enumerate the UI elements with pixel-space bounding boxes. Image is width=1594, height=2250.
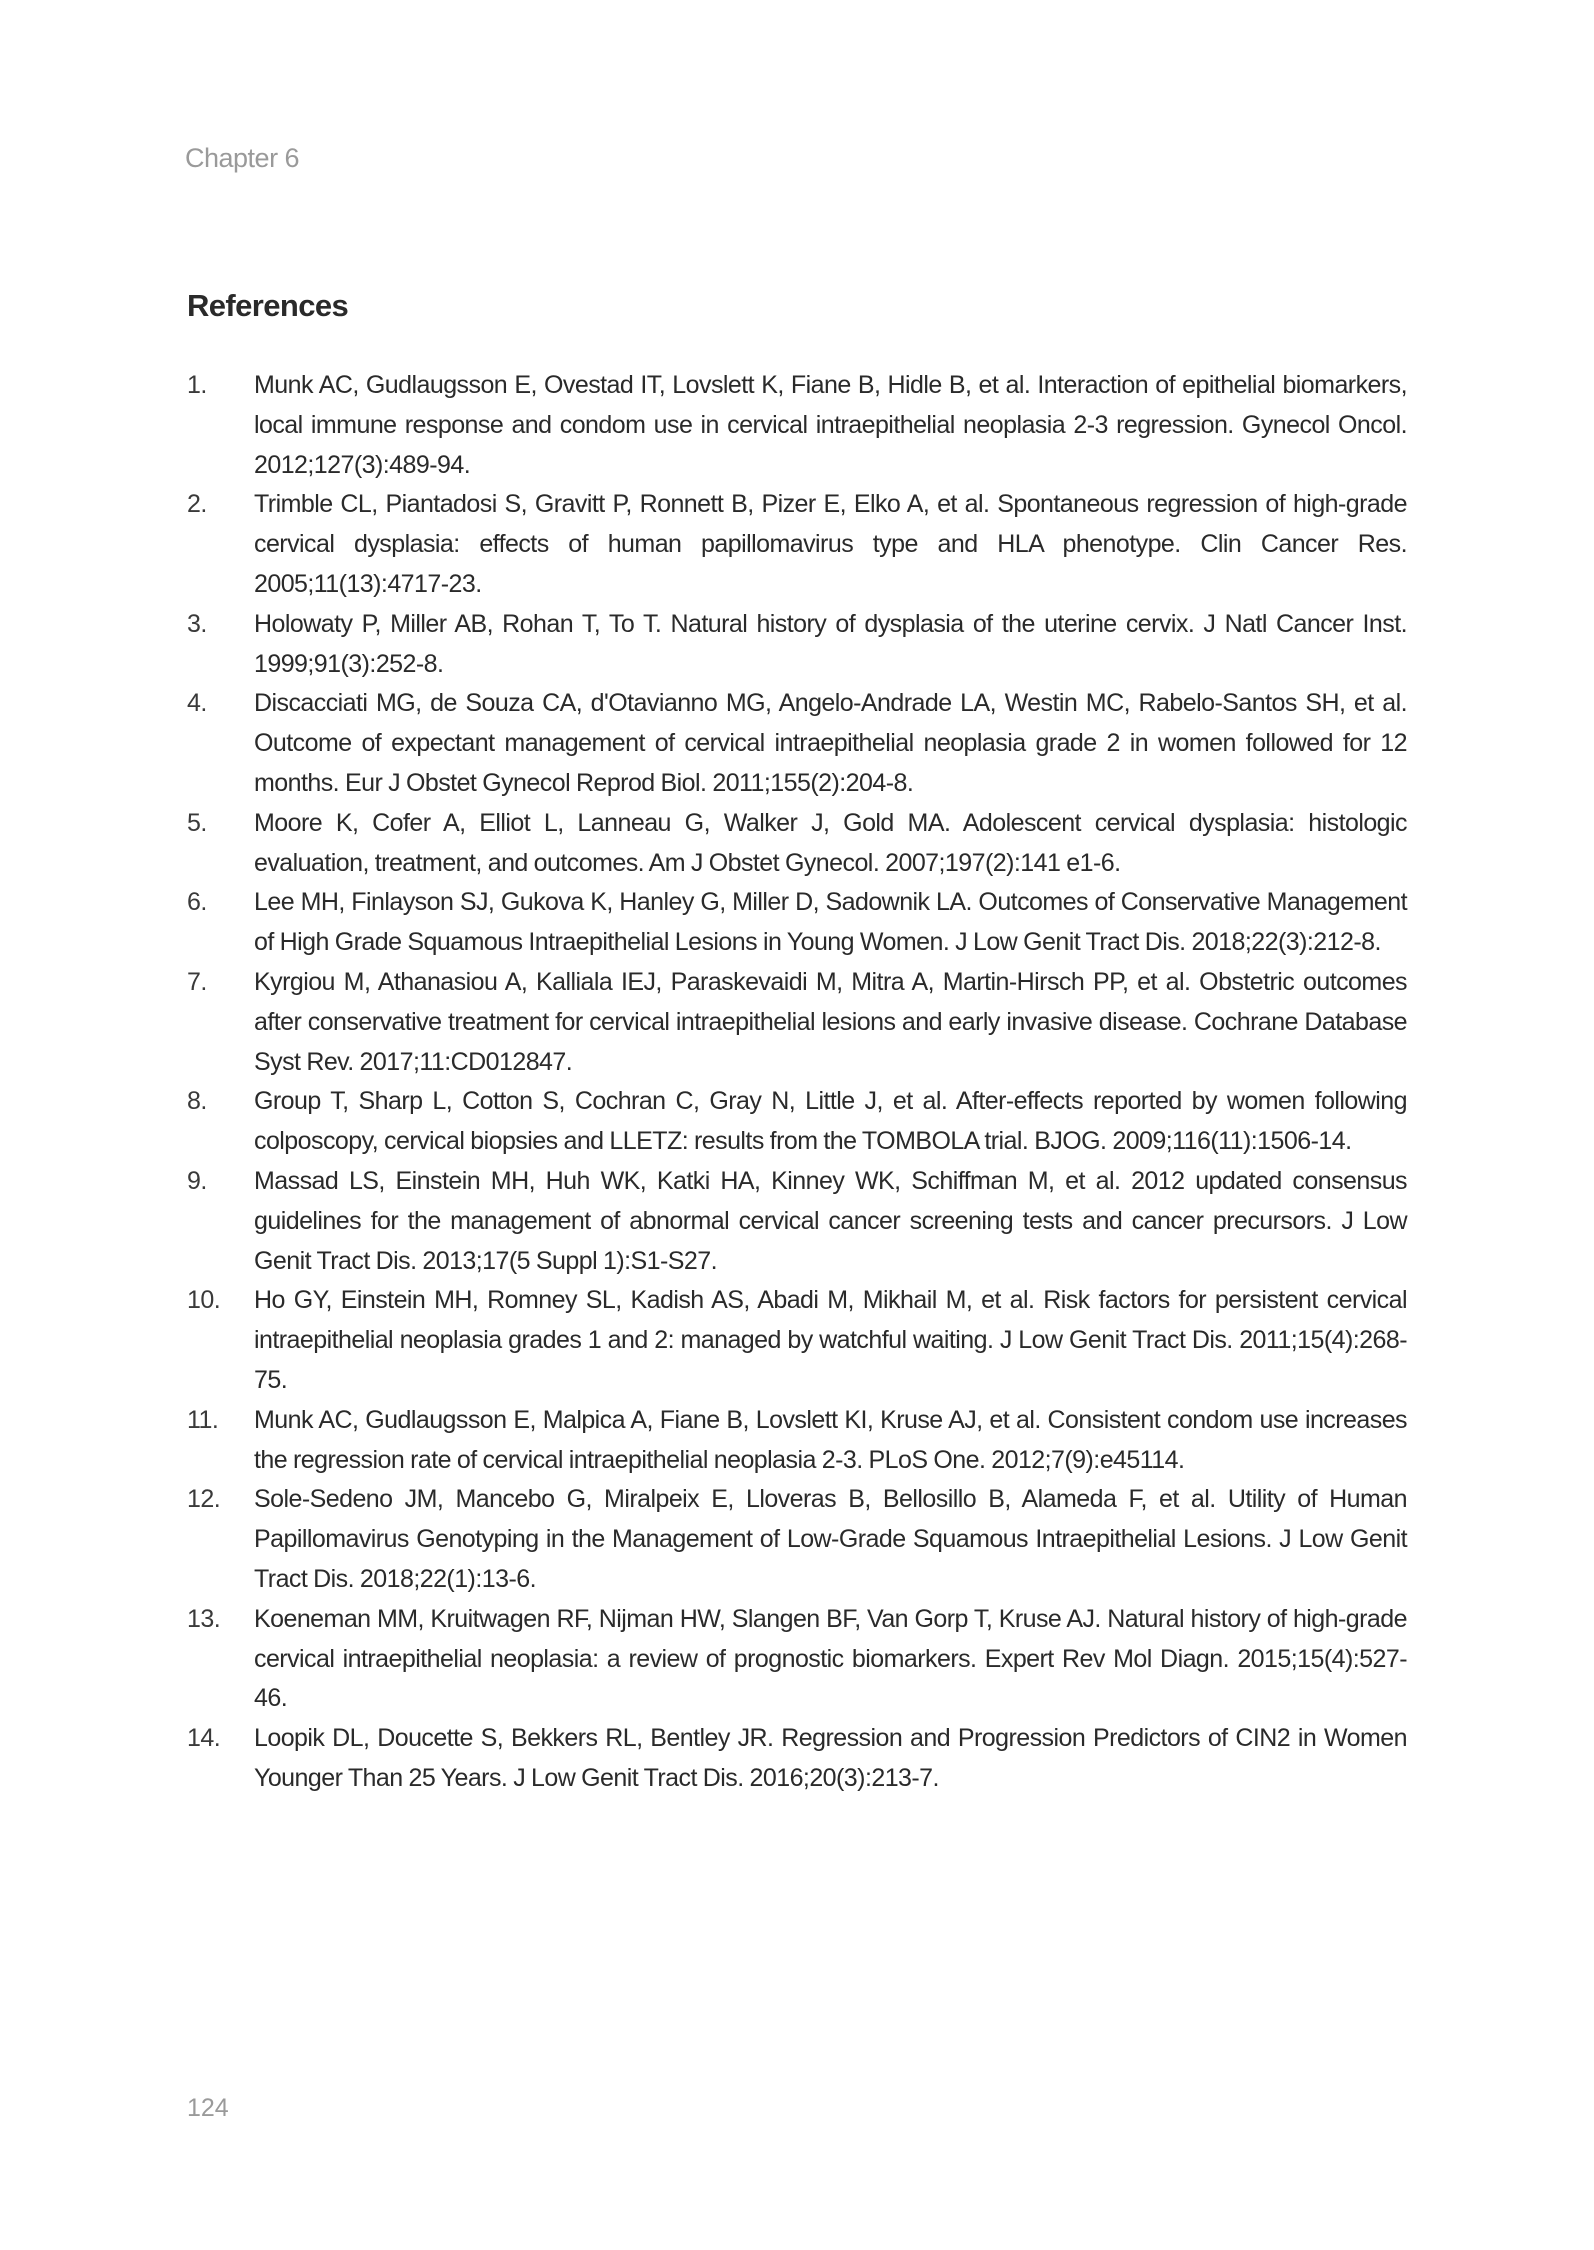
- reference-text: Sole-Sedeno JM, Mancebo G, Miralpeix E, Lloveras B, Bellosillo B, Alameda F, et al. Utility of Human Papillomavirus Genotyping in the Management of Low-Grade Squamous Intraepithelial Lesions. J Low Genit Tract Dis. 2018;22(1):13-6.: [254, 1485, 1407, 1593]
- reference-number: 2.: [187, 490, 207, 519]
- reference-text: Munk AC, Gudlaugsson E, Ovestad IT, Lovslett K, Fiane B, Hidle B, et al. Interaction of epithelial biomarkers, local immune response and condom use in cervical intraepithelial neoplasia 2-3 regression. Gynecol Oncol. 2012;127(3):489-94.: [254, 371, 1407, 479]
- reference-item: [187, 804, 1407, 884]
- reference-number: 7.: [187, 967, 207, 996]
- reference-text: Munk AC, Gudlaugsson E, Malpica A, Fiane B, Lovslett KI, Kruse AJ, et al. Consistent condom use increases the regression rate of cervical intraepithelial neoplasia 2-3. PLoS One. 2012;7(9):e45114.: [254, 1405, 1407, 1474]
- section-title: References: [187, 288, 349, 323]
- reference-item: [187, 1281, 1407, 1400]
- reference-number: 5.: [187, 808, 207, 837]
- reference-number: 6.: [187, 888, 207, 917]
- page-number: 124: [187, 2094, 229, 2122]
- reference-item: [187, 1480, 1407, 1599]
- reference-text: Discacciati MG, de Souza CA, d'Otavianno MG, Angelo-Andrade LA, Westin MC, Rabelo-Santos SH, et al. Outcome of expectant management of cervical intraepithelial neoplasia grade 2 in women followed for 12 months. Eur J Obstet Gynecol Reprod Biol. 2011;155(2):204-8.: [254, 689, 1407, 797]
- reference-item: [187, 883, 1407, 963]
- reference-number: 1.: [187, 371, 207, 399]
- reference-item: [187, 963, 1407, 1082]
- reference-text: Lee MH, Finlayson SJ, Gukova K, Hanley G, Miller D, Sadownik LA. Outcomes of Conservative Management of High Grade Squamous Intraepithelial Lesions in Young Women. J Low Genit Tract Dis. 2018;22(3):212-8.: [254, 888, 1407, 957]
- running-head: Chapter 6: [185, 143, 300, 173]
- reference-number: 10.: [187, 1286, 221, 1315]
- reference-number: 8.: [187, 1087, 207, 1116]
- reference-text: Loopik DL, Doucette S, Bekkers RL, Bentley JR. Regression and Progression Predictors of CIN2 in Women Younger Than 25 Years. J Low Genit Tract Dis. 2016;20(3):213-7.: [254, 1724, 1407, 1792]
- reference-text: Koeneman MM, Kruitwagen RF, Nijman HW, Slangen BF, Van Gorp T, Kruse AJ. Natural history of high-grade cervical intraepithelial neoplasia: a review of prognostic biomarkers. Expert Rev Mol Diagn. 2015;15(4):527-46.: [254, 1604, 1407, 1713]
- reference-item: [187, 1600, 1407, 1719]
- reference-text: Ho GY, Einstein MH, Romney SL, Kadish AS, Abadi M, Mikhail M, et al. Risk factors for persistent cervical intraepithelial neoplasia grades 1 and 2: managed by watchful waiting. J Low Genit Tract Dis. 2011;15(4):268-75.: [254, 1286, 1407, 1394]
- reference-number: 13.: [187, 1604, 221, 1633]
- reference-item: [187, 1719, 1407, 1799]
- reference-item: [187, 366, 1407, 485]
- reference-list: [187, 366, 1407, 1799]
- reference-number: 14.: [187, 1724, 221, 1753]
- reference-text: Holowaty P, Miller AB, Rohan T, To T. Natural history of dysplasia of the uterine cervix. J Natl Cancer Inst. 1999;91(3):252-8.: [254, 609, 1407, 678]
- reference-item: [187, 1082, 1407, 1162]
- reference-number: 11.: [187, 1405, 219, 1434]
- reference-text: Massad LS, Einstein MH, Huh WK, Katki HA, Kinney WK, Schiffman M, et al. 2012 updated consensus guidelines for the management of abnormal cervical cancer screening tests and cancer precursors. J Low Genit Tract Dis. 2013;17(5 Suppl 1):S1-S27.: [254, 1166, 1407, 1275]
- reference-text: Trimble CL, Piantadosi S, Gravitt P, Ronnett B, Pizer E, Elko A, et al. Spontaneous regression of high-grade cervical dysplasia: effects of human papillomavirus type and HLA phenotype. Clin Cancer Res. 2005;11(13):4717-23.: [254, 490, 1407, 598]
- reference-number: 9.: [187, 1166, 207, 1195]
- reference-number: 12.: [187, 1485, 221, 1514]
- reference-number: 3.: [187, 609, 207, 638]
- reference-item: [187, 605, 1407, 685]
- reference-item: [187, 485, 1407, 604]
- reference-item: [187, 684, 1407, 803]
- reference-item: [187, 1401, 1407, 1481]
- reference-text: Group T, Sharp L, Cotton S, Cochran C, Gray N, Little J, et al. After-effects reported by women following colposcopy, cervical biopsies and LLETZ: results from the TOMBOLA trial. BJOG. 2009;116(11):1506-14.: [254, 1087, 1407, 1156]
- reference-item: [187, 1162, 1407, 1281]
- reference-text: Moore K, Cofer A, Elliot L, Lanneau G, Walker J, Gold MA. Adolescent cervical dysplasia: histologic evaluation, treatment, and outcomes. Am J Obstet Gynecol. 2007;197(2):141 e1-6.: [254, 808, 1407, 877]
- reference-number: 4.: [187, 689, 207, 718]
- reference-text: Kyrgiou M, Athanasiou A, Kalliala IEJ, Paraskevaidi M, Mitra A, Martin-Hirsch PP, et al. Obstetric outcomes after conservative treatment for cervical intraepithelial lesions and early invasive disease. Cochrane Database Syst Rev. 2017;11:CD012847.: [254, 967, 1407, 1076]
